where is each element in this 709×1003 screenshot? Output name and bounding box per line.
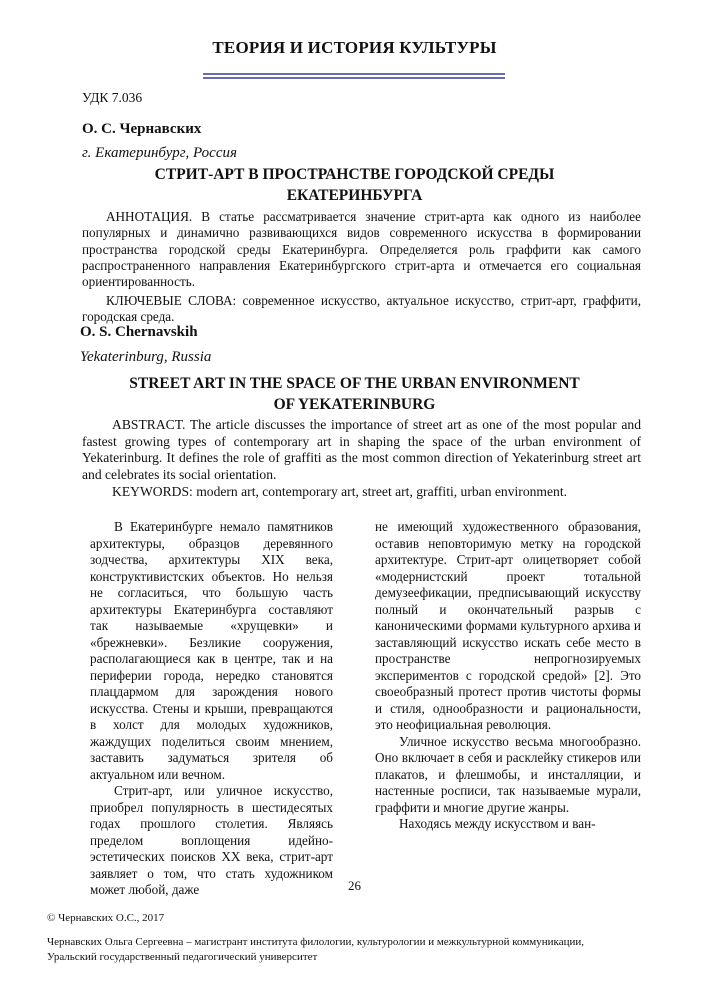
- annotation-ru: АННОТАЦИЯ. В статье рассматривается значение стрит-арта как одного из наиболее популярных и динамично развивающихся видов современного искусства в формировании пространства городской среды Екатеринбурга. Определяется роль граффити как самого распространенного направления Екатеринбургского стрит-арта и отмечается его социальная ориентированность.: [82, 209, 641, 290]
- body-paragraph: В Екатеринбурге немало памятников архитектуры, образцов деревянного зодчества, архитектуры XIX века, конструктивистских объектов. Но нельзя не согласиться, что большую часть архитектуры Екатеринбурга составляют так называемые «хрущевки» и «брежневки». Безликие сооружения, располагающиеся как в центре, так и на периферии города, нередко становятся плацдармом для зарождения нового искусства. Стены и крыши, превращаются в холст для молодых художников, жаждущих поделиться своим мнением, заставить задуматься зрителя об актуальном или вечном.: [90, 519, 333, 782]
- keywords-en: KEYWORDS: modern art, contemporary art, street art, graffiti, urban environment.: [112, 484, 567, 499]
- header-rule-top: [203, 73, 505, 75]
- title-ru: [60, 164, 649, 206]
- author-bio-line2: Уральский государственный педагогический университет: [47, 951, 318, 963]
- copyright: © Чернавских О.С., 2017: [47, 912, 165, 924]
- title-ru-line1: СТРИТ-АРТ В ПРОСТРАНСТВЕ ГОРОДСКОЙ СРЕДЫ: [154, 166, 555, 183]
- author-ru: О. С. Чернавских: [82, 121, 202, 137]
- author-bio-line1: Чернавских Ольга Сергеевна – магистрант института филологии, культурологии и межкультурной коммуникации,: [47, 936, 585, 948]
- page-number: 26: [348, 878, 361, 893]
- body-paragraph: Уличное искусство весьма многообразно. Оно включает в себя и расклейку стикеров или плакатов, и флешмобы, и инсталляции, и настенные росписи, так называемые мурали, граффити и многие другие жанры.: [375, 733, 641, 815]
- abstract-en: ABSTRACT. The article discusses the importance of street art as one of the most popular and fastest growing types of contemporary art in shaping the space of the urban environment of Yekaterinburg. It defines the role of graffiti as the most common direction of Yekaterinburg street art and celebrates its social orientation.: [82, 417, 641, 482]
- body-column-right: [375, 519, 641, 833]
- title-en: [60, 373, 649, 415]
- body-paragraph: Стрит-арт, или уличное искусство, приобрел популярность в шестидесятых годах прошлого столетия. Являясь пределом воплощения идейно-эстетических поисков XX века, стрит-арт заявляет о том, что стать художником может любой, даже: [90, 783, 333, 897]
- title-ru-line2: ЕКАТЕРИНБУРГА: [286, 187, 423, 204]
- city-ru: г. Екатеринбург, Россия: [82, 145, 237, 161]
- body-paragraph: Находясь между искусством и ван-: [399, 816, 596, 831]
- title-en-line1: STREET ART IN THE SPACE OF THE URBAN ENVIRONMENT: [129, 375, 580, 392]
- udk-code: УДК 7.036: [82, 90, 143, 105]
- keywords-ru: КЛЮЧЕВЫЕ СЛОВА: современное искусство, актуальное искусство, стрит-арт, граффити, городская среда.: [82, 293, 641, 325]
- header-rule-bottom: [203, 77, 505, 79]
- author-en: O. S. Chernavskih: [80, 324, 198, 340]
- section-title: ТЕОРИЯ И ИСТОРИЯ КУЛЬТУРЫ: [212, 38, 497, 57]
- title-en-line2: OF YEKATERINBURG: [273, 396, 436, 413]
- body-column-left: [90, 519, 333, 899]
- author-bio: [47, 935, 667, 965]
- body-paragraph: не имеющий художественного образования, оставив неповторимую метку на городской архитектуре. Стрит-арт олицетворяет собой «модернистский проект тотальной демузеефикации, предписывающий искусству полный и окончательный разрыв с каноническими формами культурного архива и заставляющий искусство искать себе место в пространстве непрогнозируемых экспериментов с городской средой» [2]. Это своеобразный протест против чистоты формы и стиля, однообразности и рациональности, это неофициальная революция.: [375, 519, 641, 732]
- city-en: Yekaterinburg, Russia: [80, 349, 212, 365]
